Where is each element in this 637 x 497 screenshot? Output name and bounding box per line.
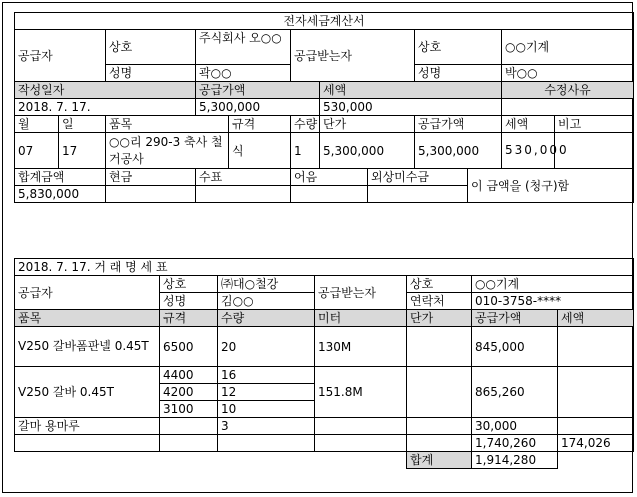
item-qty: 1 bbox=[291, 133, 320, 169]
st-row3-spec bbox=[160, 418, 218, 435]
st-row1-unit-price bbox=[407, 327, 472, 367]
st-grand-total: 1,914,280 bbox=[472, 452, 558, 469]
st-row2-meter: 151.8M bbox=[315, 367, 407, 418]
item-tax: 530,000 bbox=[502, 133, 555, 169]
check-amount bbox=[196, 186, 291, 203]
st-supply-header: 공급가액 bbox=[472, 310, 558, 327]
cash-amount bbox=[106, 186, 196, 203]
correction-reason bbox=[502, 99, 634, 116]
st-row1-meter: 130M bbox=[315, 327, 407, 367]
date-label: 작성일자 bbox=[15, 82, 196, 99]
statement-title: 2018. 7. 17. 거 래 명 세 표 bbox=[15, 259, 634, 276]
billing-statement: 이 금액을 (청구)함 bbox=[468, 169, 634, 203]
st-row3-item: 갈마 용마루 bbox=[15, 418, 160, 435]
st-row2-unit-price bbox=[407, 367, 472, 418]
item-day: 17 bbox=[59, 133, 106, 169]
st-row2-qty-3: 10 bbox=[218, 401, 315, 418]
st-row3-tax bbox=[558, 418, 634, 435]
st-footer-blank-1 bbox=[15, 452, 160, 469]
st-row2-qty-2: 12 bbox=[218, 384, 315, 401]
qty-header: 수량 bbox=[291, 116, 320, 133]
invoice-date: 2018. 7. 17. bbox=[15, 99, 196, 116]
bill-label: 어음 bbox=[291, 169, 368, 186]
st-row1-supply: 845,000 bbox=[472, 327, 558, 367]
st-row2-supply: 865,260 bbox=[472, 367, 558, 418]
st-blank-row-item bbox=[15, 435, 160, 452]
total-label: 합계금액 bbox=[15, 169, 106, 186]
supplier-trade-name-label: 상호 bbox=[106, 30, 196, 65]
supply-amount: 5,300,000 bbox=[196, 99, 320, 116]
item-name: ○○리 290-3 축사 철거공사 bbox=[106, 133, 229, 169]
item-unit-price: 5,300,000 bbox=[320, 133, 415, 169]
receiver-rep-label: 성명 bbox=[415, 65, 502, 82]
st-item-header: 품목 bbox=[15, 310, 160, 327]
st-supplier-label: 공급자 bbox=[15, 276, 160, 310]
st-meter-header: 미터 bbox=[315, 310, 407, 327]
supplier-rep-label: 성명 bbox=[106, 65, 196, 82]
st-row2-spec-1: 4400 bbox=[160, 367, 218, 384]
receiver-trade-name: ○○기계 bbox=[502, 30, 634, 65]
st-row1-tax bbox=[558, 327, 634, 367]
st-tax-header: 세액 bbox=[558, 310, 634, 327]
day-header: 일 bbox=[59, 116, 106, 133]
st-rep-label: 성명 bbox=[160, 293, 218, 310]
st-subtotal-tax: 174,026 bbox=[558, 435, 634, 452]
st-qty-header: 수량 bbox=[218, 310, 315, 327]
total-amount: 5,830,000 bbox=[15, 186, 106, 203]
st-row3-qty: 3 bbox=[218, 418, 315, 435]
cash-label: 현금 bbox=[106, 169, 196, 186]
st-receiver-label: 공급받는자 bbox=[315, 276, 407, 310]
supplier-rep: 곽○○ bbox=[196, 65, 291, 82]
st-blank-row-unit bbox=[407, 435, 472, 452]
st-blank-row-spec bbox=[160, 435, 218, 452]
st-row3-meter bbox=[315, 418, 407, 435]
transaction-statement-table bbox=[14, 258, 634, 469]
st-row1-item: V250 갈바폼판넬 0.45T bbox=[15, 327, 160, 367]
st-row2-tax bbox=[558, 367, 634, 418]
check-label: 수표 bbox=[196, 169, 291, 186]
st-receiver-trade-name: ○○기계 bbox=[472, 276, 634, 293]
item-supply-header: 공급가액 bbox=[415, 116, 502, 133]
st-spec-header: 규격 bbox=[160, 310, 218, 327]
item-month: 07 bbox=[15, 133, 59, 169]
credit-amount bbox=[368, 186, 468, 203]
supply-amount-label: 공급가액 bbox=[196, 82, 320, 99]
item-tax-header: 세액 bbox=[502, 116, 555, 133]
item-supply-amount: 5,300,000 bbox=[415, 133, 502, 169]
unit-price-header: 단가 bbox=[320, 116, 415, 133]
correction-label: 수정사유 bbox=[502, 82, 634, 99]
month-header: 월 bbox=[15, 116, 59, 133]
st-row2-spec-3: 3100 bbox=[160, 401, 218, 418]
st-contact-label: 연락처 bbox=[407, 293, 472, 310]
note-header: 비고 bbox=[555, 116, 634, 133]
item-spec: 식 bbox=[229, 133, 291, 169]
st-footer-blank-5 bbox=[558, 452, 634, 469]
bill-amount bbox=[291, 186, 368, 203]
st-supplier-trade-name: ㈜대○철강 bbox=[218, 276, 315, 293]
st-row1-spec: 6500 bbox=[160, 327, 218, 367]
item-header: 품목 bbox=[106, 116, 229, 133]
tax-amount: 530,000 bbox=[320, 99, 502, 116]
tax-label: 세액 bbox=[320, 82, 502, 99]
st-subtotal-supply: 1,740,260 bbox=[472, 435, 558, 452]
supplier-trade-name: 주식회사 오○○ bbox=[196, 30, 291, 65]
spec-header: 규격 bbox=[229, 116, 291, 133]
receiver-trade-name-label: 상호 bbox=[415, 30, 502, 65]
st-footer-blank-4 bbox=[315, 452, 407, 469]
receiver-label: 공급받는자 bbox=[291, 30, 415, 82]
receiver-rep: 박○○ bbox=[502, 65, 634, 82]
st-blank-row-qty bbox=[218, 435, 315, 452]
st-supplier-rep: 김○○ bbox=[218, 293, 315, 310]
st-row2-qty-1: 16 bbox=[218, 367, 315, 384]
st-receiver-contact: 010-3758-**** bbox=[472, 293, 634, 310]
st-row2-spec-2: 4200 bbox=[160, 384, 218, 401]
st-receiver-trade-label: 상호 bbox=[407, 276, 472, 293]
supplier-label: 공급자 bbox=[15, 30, 106, 82]
tax-invoice-table bbox=[14, 12, 634, 203]
invoice-title: 전자세금계산서 bbox=[15, 13, 634, 30]
st-footer-blank-2 bbox=[160, 452, 218, 469]
st-blank-row-meter bbox=[315, 435, 407, 452]
st-grand-total-label: 합계 bbox=[407, 452, 472, 469]
st-row3-supply: 30,000 bbox=[472, 418, 558, 435]
st-unit-price-header: 단가 bbox=[407, 310, 472, 327]
st-row2-item: V250 갈바 0.45T bbox=[15, 367, 160, 418]
st-row3-unit-price bbox=[407, 418, 472, 435]
st-row1-qty: 20 bbox=[218, 327, 315, 367]
credit-label: 외상미수금 bbox=[368, 169, 468, 186]
st-footer-blank-3 bbox=[218, 452, 315, 469]
st-trade-name-label: 상호 bbox=[160, 276, 218, 293]
